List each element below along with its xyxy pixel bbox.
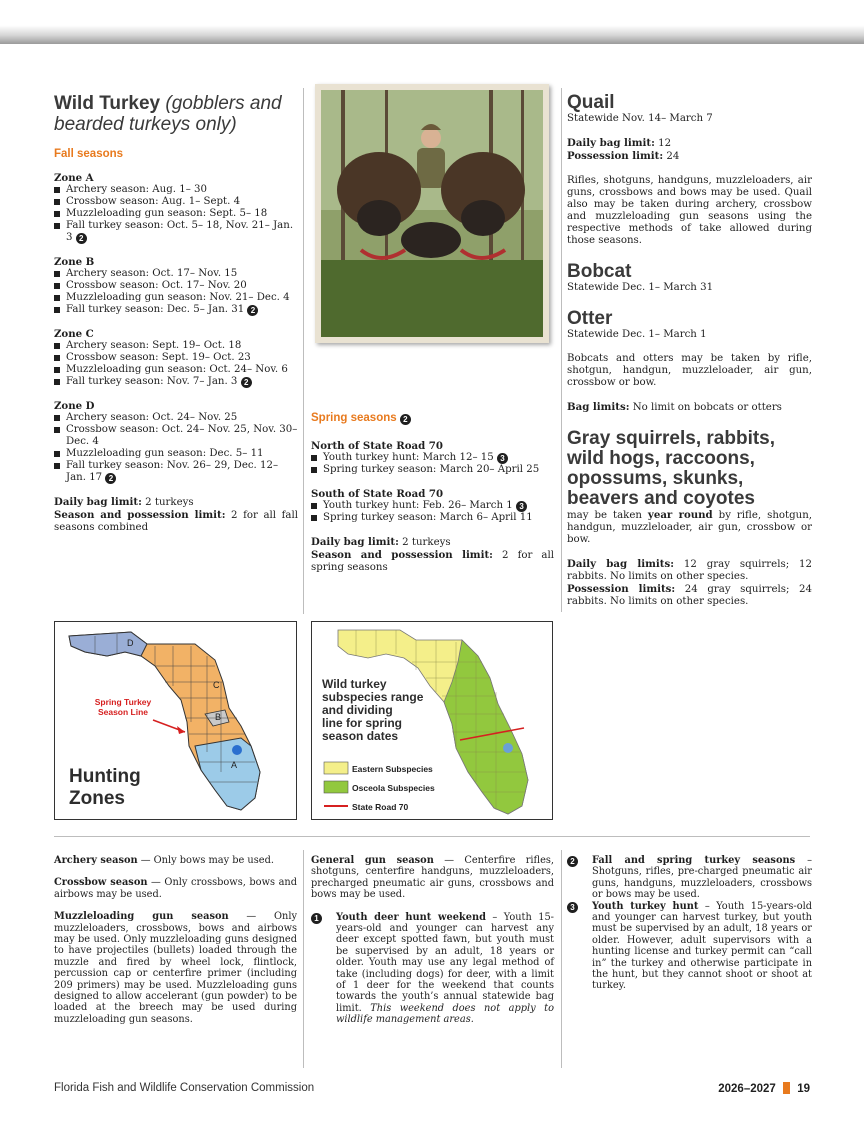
crossbow-definition: Crossbow season — Only crossbows, bows and airbows may be used. [54, 877, 297, 900]
footnote-marker: 2 [247, 305, 258, 316]
bobcat-heading: Bobcat [567, 261, 632, 282]
section-divider [54, 836, 810, 837]
subspecies-map-title [322, 677, 424, 743]
zone-heading: Zone A [54, 172, 94, 184]
quail-possession: Possession limit: 24 [567, 150, 680, 162]
season-item: Archery season: Oct. 24– Nov. 25 [54, 412, 298, 424]
zone-list [54, 172, 298, 484]
footnote-marker: 3 [497, 453, 508, 464]
florida-subspecies-svg [312, 622, 553, 820]
season-item: Archery season: Aug. 1– 30 [54, 184, 298, 196]
zone-heading: Zone C [54, 328, 94, 340]
quail-daily-bag: Daily bag limit: 12 [567, 137, 672, 149]
zone-letter: B [215, 712, 222, 722]
spring-possession-limit: Season and possession limit: 2 for all spring seasons [311, 549, 555, 573]
season-item: Muzzleloading gun season: Nov. 21– Dec. 4 [54, 292, 298, 304]
subspecies-title-line: subspecies range [322, 690, 424, 704]
legend-entry [324, 802, 408, 812]
footnote-marker: 2 [400, 414, 411, 425]
map-title: Zones [69, 788, 125, 809]
footnote-number: 3 [567, 902, 578, 913]
season-item: Spring turkey season: March 6– April 11 [311, 512, 554, 524]
footnote-marker: 2 [105, 473, 116, 484]
zone-letter: C [213, 680, 220, 690]
footnote-item [311, 912, 554, 1026]
zone-season-list [54, 340, 298, 388]
footnote-item [567, 901, 812, 992]
legend-label: Eastern Subspecies [352, 764, 433, 774]
footnote-marker: 3 [516, 501, 527, 512]
season-item: Youth turkey hunt: Feb. 26– March 1 3 [311, 500, 554, 512]
season-item: Fall turkey season: Nov. 26– 29, Dec. 12– Jan. 17 2 [54, 460, 298, 484]
subspecies-title-line: season dates [322, 729, 399, 743]
season-item: Crossbow season: Oct. 17– Nov. 20 [54, 280, 298, 292]
column-divider [303, 850, 304, 1068]
small-game-possession: Possession limits: 24 gray squirrels; 24 rabbits. No limits on other species. [567, 583, 812, 607]
north-sr70-heading: North of State Road 70 [311, 440, 443, 452]
subspecies-title-line: line for spring [322, 716, 403, 730]
fall-seasons-heading: Fall seasons [54, 148, 124, 160]
zone-heading: Zone B [54, 256, 95, 268]
zone-season-list [54, 184, 298, 244]
quail-dates: Statewide Nov. 14– March 7 [567, 113, 713, 124]
legend-swatch [324, 781, 348, 793]
subspecies-title-line: Wild turkey [322, 677, 387, 691]
season-item: Muzzleloading gun season: Oct. 24– Nov. 6 [54, 364, 298, 376]
otter-dates: Statewide Dec. 1– March 1 [567, 329, 707, 340]
small-game-column [567, 93, 812, 608]
season-item: Spring turkey season: March 20– April 25 [311, 464, 554, 476]
footnote-text: Fall and spring turkey seasons – Shotguns, rifles, pre-charged pneumatic air guns, handguns, muzzleloaders, crossbows or bows may be used. [592, 855, 812, 901]
season-item: Muzzleloading gun season: Dec. 5– 11 [54, 448, 298, 460]
general-gun-definition: General gun season — Centerfire rifles, shotguns, centerfire handguns, muzzleloaders, precharged pneumatic air guns, crossbows and bows may be used. [311, 855, 555, 901]
legend-entry [324, 781, 435, 793]
legend-label: Osceola Subspecies [352, 783, 435, 793]
archery-definition: Archery season — Only bows may be used. [54, 855, 274, 866]
subspecies-title-line: and dividing [322, 703, 393, 717]
arrow-head [177, 726, 185, 734]
small-game-daily: Daily bag limits: 12 gray squirrels; 12 rabbits. No limits on other species. [567, 558, 812, 582]
bobcat-dates: Statewide Dec. 1– March 31 [567, 282, 714, 293]
subspecies-legend [324, 762, 435, 812]
footnote-number: 1 [311, 913, 322, 924]
footnote-text: Youth turkey hunt – Youth 15-years-old and younger can harvest turkey, but youth must be supervised by an adult, 18 years or older. However, adult supervisors with a hunting license and turkey permit can “call in” the turkey and otherwise participate in the hunt, but they cannot shoot or shoot at turkey. [592, 900, 812, 992]
zone-heading: Zone D [54, 400, 95, 412]
season-line-label: Season Line [97, 707, 149, 717]
fall-possession-limit: Season and possession limit: 2 for all fall seasons combined [54, 509, 298, 533]
column-divider [561, 850, 562, 1068]
column-divider [561, 88, 562, 612]
season-item: Fall turkey season: Dec. 5– Jan. 31 2 [54, 304, 298, 316]
column-divider [303, 88, 304, 614]
fall-daily-bag: Daily bag limit: 2 turkeys [54, 496, 194, 508]
footer-page-info [718, 1082, 810, 1095]
season-item: Fall turkey season: Nov. 7– Jan. 3 2 [54, 376, 298, 388]
season-item: Crossbow season: Sept. 19– Oct. 23 [54, 352, 298, 364]
footnote-number: 2 [567, 856, 578, 867]
definitions-middle [311, 855, 554, 1026]
season-item: Archery season: Sept. 19– Oct. 18 [54, 340, 298, 352]
wild-turkey-heading: Wild Turkey (gobblers and bearded turkeys only) [54, 93, 282, 135]
bobcat-otter-methods: Bobcats and otters may be taken by rifle, shotgun, handgun, muzzleloader, air gun, crossbow or bow. [567, 353, 812, 388]
south-sr70-heading: South of State Road 70 [311, 488, 444, 500]
turkey-spring-column [311, 412, 554, 574]
footer-publisher: Florida Fish and Wildlife Conservation Commission [54, 1082, 315, 1094]
map-title: Hunting [69, 766, 141, 787]
legend-label: State Road 70 [352, 802, 409, 812]
legend-entry [324, 762, 433, 774]
bobcat-otter-bag-limits: Bag limits: No limit on bobcats or otters [567, 401, 782, 413]
definitions-right [567, 855, 812, 992]
spring-daily-bag: Daily bag limit: 2 turkeys [311, 536, 451, 548]
footnote-text: Youth deer hunt weekend – Youth 15-years-old and younger can harvest any deer except spotted fawn, but youth must be supervised by an adult, 18 years or older. Youth may use any legal method of take (including dogs) for deer, with a limit of 1 deer for the weekend that counts towards the youth’s annual statewide bag limit. This weekend does not apply to wildlife management areas. [336, 911, 554, 1026]
footnote-list [567, 855, 812, 992]
season-item: Muzzleloading gun season: Sept. 5– 18 [54, 208, 298, 220]
definitions-left [54, 855, 297, 1025]
footnote-marker: 2 [241, 377, 252, 388]
season-item: Fall turkey season: Oct. 5– 18, Nov. 21– Jan. 3 2 [54, 220, 298, 244]
small-game-heading: Gray squirrels, rabbits, wild hogs, raccoons, opossums, skunks, beavers and coyotes [567, 428, 776, 509]
zone-season-list [54, 268, 298, 316]
photo-illustration [321, 90, 543, 337]
season-item: Archery season: Oct. 17– Nov. 15 [54, 268, 298, 280]
season-line-label: Spring Turkey [94, 697, 152, 707]
zone-season-list [54, 412, 298, 484]
quail-methods: Rifles, shotguns, handguns, muzzleloaders, air guns, crossbows and bows may be used. Quail also may be taken during archery, crossbow and muzzleloading gun seasons using the respective methods of take allowed during those seasons. [567, 175, 812, 246]
footnote-marker: 2 [76, 233, 87, 244]
legend-swatch [324, 762, 348, 774]
florida-zones-svg [55, 622, 297, 820]
hunting-zones-map [54, 621, 297, 820]
turkey-fall-column [54, 93, 298, 534]
top-gradient-band [0, 0, 864, 44]
subspecies-map [311, 621, 553, 820]
zone-letter: D [127, 638, 134, 648]
spring-seasons-heading: Spring seasons 2 [311, 412, 554, 425]
page-number: 19 [797, 1083, 810, 1095]
turkey-hunter-photo [315, 84, 549, 343]
season-item: Crossbow season: Oct. 24– Nov. 25, Nov. 30– Dec. 4 [54, 424, 298, 448]
footer-accent-bar [783, 1082, 790, 1094]
muzzleloading-definition: Muzzleloading gun season — Only muzzleloaders, crossbows, bows and airbows may be used. Only muzzleloading guns designed to have projectiles (bullets) loaded through the muzzle and fired by wheel lock, flintlock, percussion cap or centerfire primer (including 209 primers) may be used. Muzzleloading guns designed to allow accelerant (gun powder) to be loaded at the breech may be used during muzzleloading gun seasons. [54, 911, 297, 1025]
south-season-list [311, 500, 554, 524]
season-item: Youth turkey hunt: March 12– 15 3 [311, 452, 554, 464]
zone-letter: A [231, 760, 238, 770]
season-item: Crossbow season: Aug. 1– Sept. 4 [54, 196, 298, 208]
footnote-item [567, 855, 812, 901]
footer-year: 2026–2027 [718, 1083, 776, 1095]
quail-heading: Quail [567, 92, 615, 113]
north-season-list [311, 452, 554, 476]
small-game-methods: may be taken year round by rifle, shotgun, handgun, muzzleloader, air gun, crossbow or bow. [567, 509, 812, 545]
otter-heading: Otter [567, 308, 613, 329]
footnote-list [311, 912, 554, 1026]
